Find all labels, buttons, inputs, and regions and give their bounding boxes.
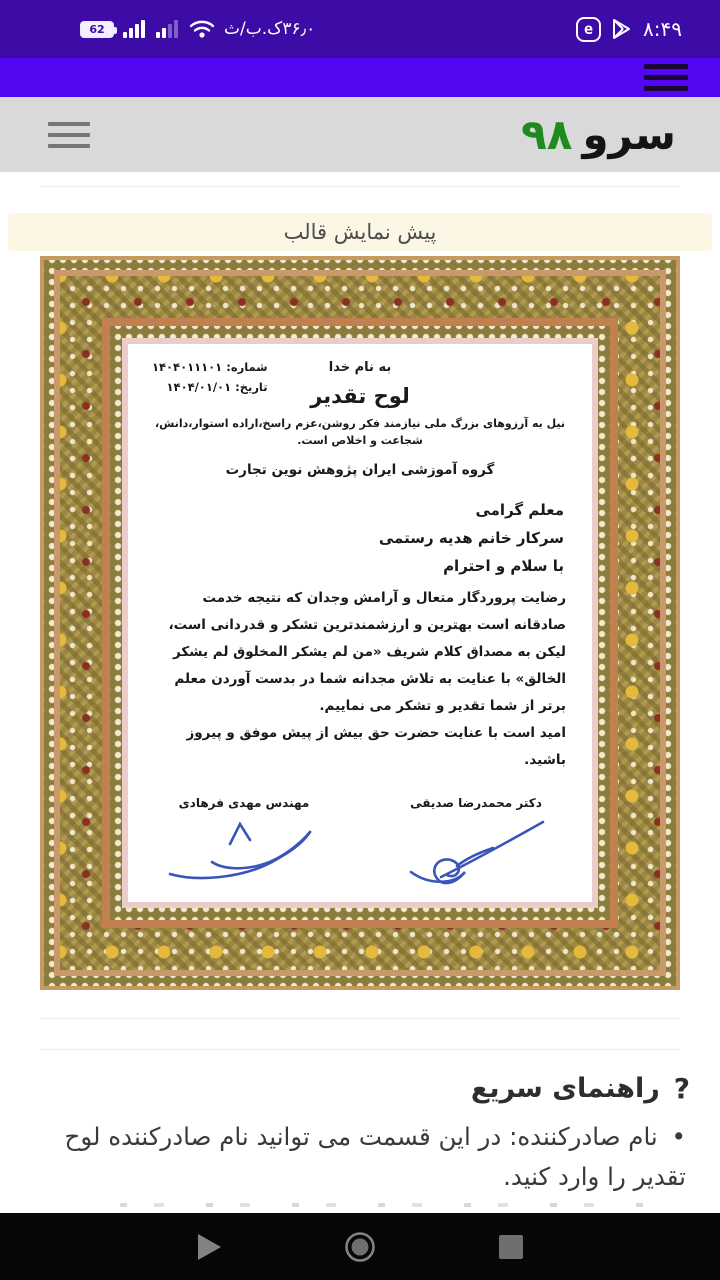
status-bar (0, 0, 720, 58)
quick-guide-section (0, 1072, 720, 1207)
certificate-date: تاریخ: ۱۴۰۴/۰۱/۰۱ (166, 380, 268, 394)
cell-signal-icon (123, 20, 147, 38)
clipped-text-remnant (120, 1203, 660, 1207)
certificate-title: لوح تقدیر (310, 384, 410, 408)
eitaa-notification-icon: e (576, 17, 601, 42)
body-paragraph: رضایت پروردگار متعال و آرامش وجدان که نتیجه خدمت صادقانه است بهترین و ارزشمندترین تشکر و قدردانی است، لیکن به مصداق کلام شریف «من لم یشکر المخلوق لم یشکر الخالق» با عنایت به تلاش مجدانه شما در بدست آوردن معلم برتر از شما تقدیر و تشکر می نماییم. (168, 590, 566, 714)
app-toolbar (0, 58, 720, 97)
home-icon[interactable] (344, 1231, 376, 1263)
frame-gold-band (54, 270, 666, 976)
bullet-icon: • (671, 1122, 686, 1151)
preview-banner (8, 213, 712, 251)
signer-right (360, 796, 592, 888)
certificate-salutations (128, 496, 592, 580)
certificate-issuer: گروه آموزشی ایران پژوهش نوین تجارت (225, 462, 495, 478)
site-header (0, 97, 720, 172)
network-speed: ۳۶٫۰ک.ب/ث (224, 19, 316, 39)
cell-signal2-icon (156, 20, 180, 38)
recipient-name: سرکار خانم هدیه رستمی (378, 529, 564, 547)
battery-percent: 62 (89, 22, 105, 36)
certificate-paper (128, 344, 592, 902)
certificate-number: شماره: ۱۴۰۴۰۱۱۱۰۱ (152, 360, 268, 374)
divider (40, 1049, 680, 1050)
certificate-body (128, 585, 592, 774)
status-right-group (576, 17, 682, 42)
frame-pearl-band-outer (44, 260, 676, 986)
signature-block (128, 796, 592, 888)
frame-pink-edge (122, 338, 598, 908)
site-menu-icon[interactable] (48, 122, 90, 148)
divider (40, 186, 680, 187)
frame-pearl-band-inner (110, 326, 610, 920)
guide-item-text: نام صادرکننده: در این قسمت می توانید نام صادرکننده لوح تقدیر را وارد کنید. (64, 1122, 686, 1191)
signature-left-icon (164, 814, 324, 888)
preview-banner-title: پیش نمایش قالب (283, 220, 437, 244)
play-store-notification-icon (610, 17, 634, 41)
signature-right-icon (401, 814, 551, 888)
divider (40, 1018, 680, 1019)
certificate-motto: نیل به آرزوهای بزرگ ملی نیازمند فکر روشن،عزم راسخ،اراده استوار،دانش، شجاعت و اخلاص است. (154, 417, 566, 447)
back-icon[interactable] (196, 1233, 222, 1261)
menu-icon[interactable] (644, 64, 688, 91)
logo-text: سرو (582, 110, 676, 159)
recents-icon[interactable] (498, 1234, 524, 1260)
signer-right-name: دکتر محمدرضا صدیقی (410, 796, 542, 810)
frame-copper-band (102, 318, 618, 928)
salutation-line: معلم گرامی (475, 501, 564, 519)
signer-left (128, 796, 360, 888)
logo-number: ۹۸ (521, 110, 573, 159)
certificate-preview[interactable] (40, 256, 680, 990)
clock: ۸:۴۹ (643, 17, 682, 41)
certificate-meta (152, 357, 268, 397)
question-mark-icon: ? (673, 1072, 690, 1105)
quick-guide-heading (0, 1072, 720, 1105)
signer-left-name: مهندس مهدی فرهادی (178, 796, 310, 810)
wifi-icon (189, 19, 215, 39)
salutation-line: با سلام و احترام (443, 557, 564, 575)
status-left-group (80, 19, 315, 39)
quick-guide-title: راهنمای سریع (470, 1073, 660, 1104)
battery-icon (80, 21, 114, 38)
guide-list-item (64, 1117, 686, 1197)
bismillah-text: به نام خدا (328, 360, 392, 375)
body-paragraph: امید است با عنایت حضرت حق بیش از پیش موفق و پیروز باشید. (186, 725, 566, 768)
site-logo[interactable] (521, 110, 676, 159)
android-nav-bar (0, 1213, 720, 1280)
frame-ornate-band (60, 276, 660, 970)
